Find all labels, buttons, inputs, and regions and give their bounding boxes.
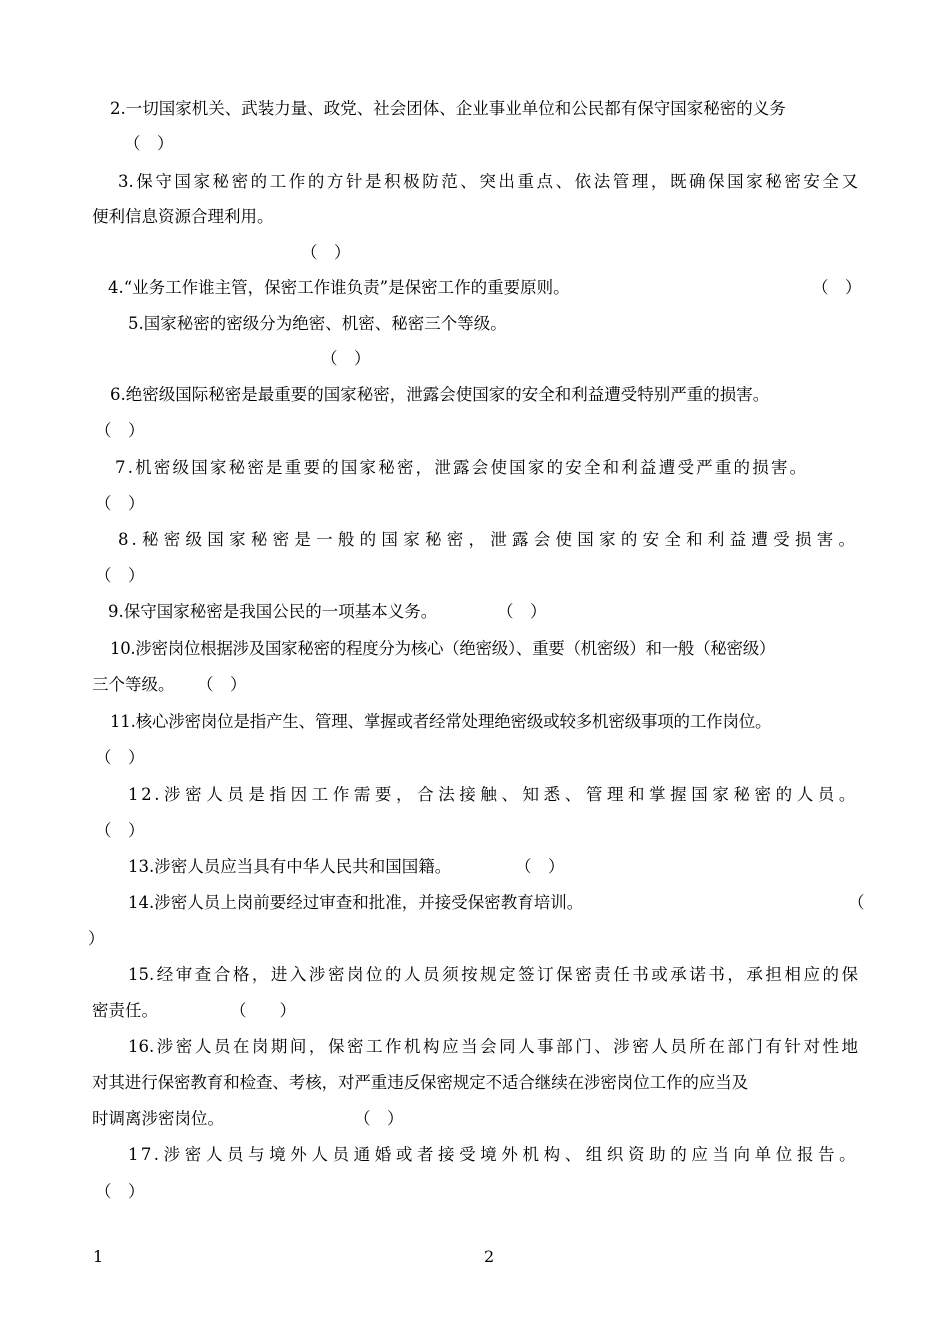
question-4-answer-blank: （ ） bbox=[812, 278, 862, 297]
question-8-answer-blank: （ ） bbox=[95, 566, 145, 585]
question-3-answer-blank: （ ） bbox=[301, 243, 351, 262]
question-14-answer-blank-open: （ bbox=[848, 893, 865, 912]
question-6-answer-blank: （ ） bbox=[95, 421, 145, 440]
question-14-answer-blank-close: ） bbox=[88, 929, 105, 948]
question-7-text: 7.机密级国家秘密是重要的国家秘密，泄露会使国家的安全和利益遭受严重的损害。 bbox=[115, 458, 809, 477]
question-10-answer-blank: （ ） bbox=[197, 675, 247, 694]
question-11-text: 11.核心涉密岗位是指产生、管理、掌握或者经常处理绝密级或较多机密级事项的工作岗位。 bbox=[110, 712, 772, 731]
question-6-text: 6.绝密级国际秘密是最重要的国家秘密，泄露会使国家的安全和利益遭受特别严重的损害。 bbox=[110, 385, 770, 404]
page-number-right: 2 bbox=[484, 1247, 495, 1266]
question-16-text-line3: 时调离涉密岗位。 bbox=[92, 1109, 224, 1128]
question-3-text-line1: 3.保守国家秘密的工作的方针是积极防范、突出重点、依法管理，既确保国家秘密安全又 bbox=[118, 172, 858, 191]
question-15-text-line1: 15.经审查合格，进入涉密岗位的人员须按规定签订保密责任书或承诺书，承担相应的保 bbox=[128, 965, 858, 984]
question-7-answer-blank: （ ） bbox=[95, 494, 145, 513]
question-5-text: 5.国家秘密的密级分为绝密、机密、秘密三个等级。 bbox=[128, 314, 507, 333]
question-12-text: 12.涉密人员是指因工作需要，合法接触、知悉、管理和掌握国家秘密的人员。 bbox=[128, 785, 858, 804]
question-17-answer-blank: （ ） bbox=[95, 1182, 145, 1201]
question-13-text: 13.涉密人员应当具有中华人民共和国国籍。 bbox=[128, 857, 452, 876]
question-15-text-line2: 密责任。 bbox=[92, 1001, 158, 1020]
question-9-answer-blank: （ ） bbox=[497, 602, 547, 621]
question-14-text: 14.涉密人员上岗前要经过审查和批准，并接受保密教育培训。 bbox=[128, 893, 584, 912]
question-9-text: 9.保守国家秘密是我国公民的一项基本义务。 bbox=[108, 602, 438, 621]
question-12-answer-blank: （ ） bbox=[95, 821, 145, 840]
page-number-left: 1 bbox=[93, 1247, 104, 1266]
question-10-text-line2: 三个等级。 bbox=[92, 675, 175, 694]
question-3-text-line2: 便利信息资源合理利用。 bbox=[92, 207, 274, 226]
question-13-answer-blank: （ ） bbox=[515, 857, 565, 876]
question-2-text: 2.一切国家机关、武装力量、政党、社会团体、企业事业单位和公民都有保守国家秘密的义务 bbox=[110, 99, 786, 118]
question-4-text: 4.“业务工作谁主管，保密工作谁负责”是保密工作的重要原则。 bbox=[108, 278, 570, 297]
question-15-answer-blank: （ ） bbox=[230, 1001, 296, 1020]
question-16-text-line2: 对其进行保密教育和检查、考核，对严重违反保密规定不适合继续在涉密岗位工作的应当及 bbox=[92, 1073, 749, 1092]
question-2-answer-blank: （ ） bbox=[124, 134, 174, 153]
question-16-answer-blank: （ ） bbox=[354, 1109, 404, 1128]
question-8-text: 8.秘密级国家秘密是一般的国家秘密，泄露会使国家的安全和利益遭受损害。 bbox=[118, 530, 858, 549]
question-17-text: 17.涉密人员与境外人员通婚或者接受境外机构、组织资助的应当向单位报告。 bbox=[128, 1145, 858, 1164]
question-5-answer-blank: （ ） bbox=[321, 349, 371, 368]
question-10-text-line1: 10.涉密岗位根据涉及国家秘密的程度分为核心（绝密级）、重要（机密级）和一般（秘密级） bbox=[110, 639, 776, 658]
question-11-answer-blank: （ ） bbox=[95, 748, 145, 767]
question-16-text-line1: 16.涉密人员在岗期间，保密工作机构应当会同人事部门、涉密人员所在部门有针对性地 bbox=[128, 1037, 858, 1056]
